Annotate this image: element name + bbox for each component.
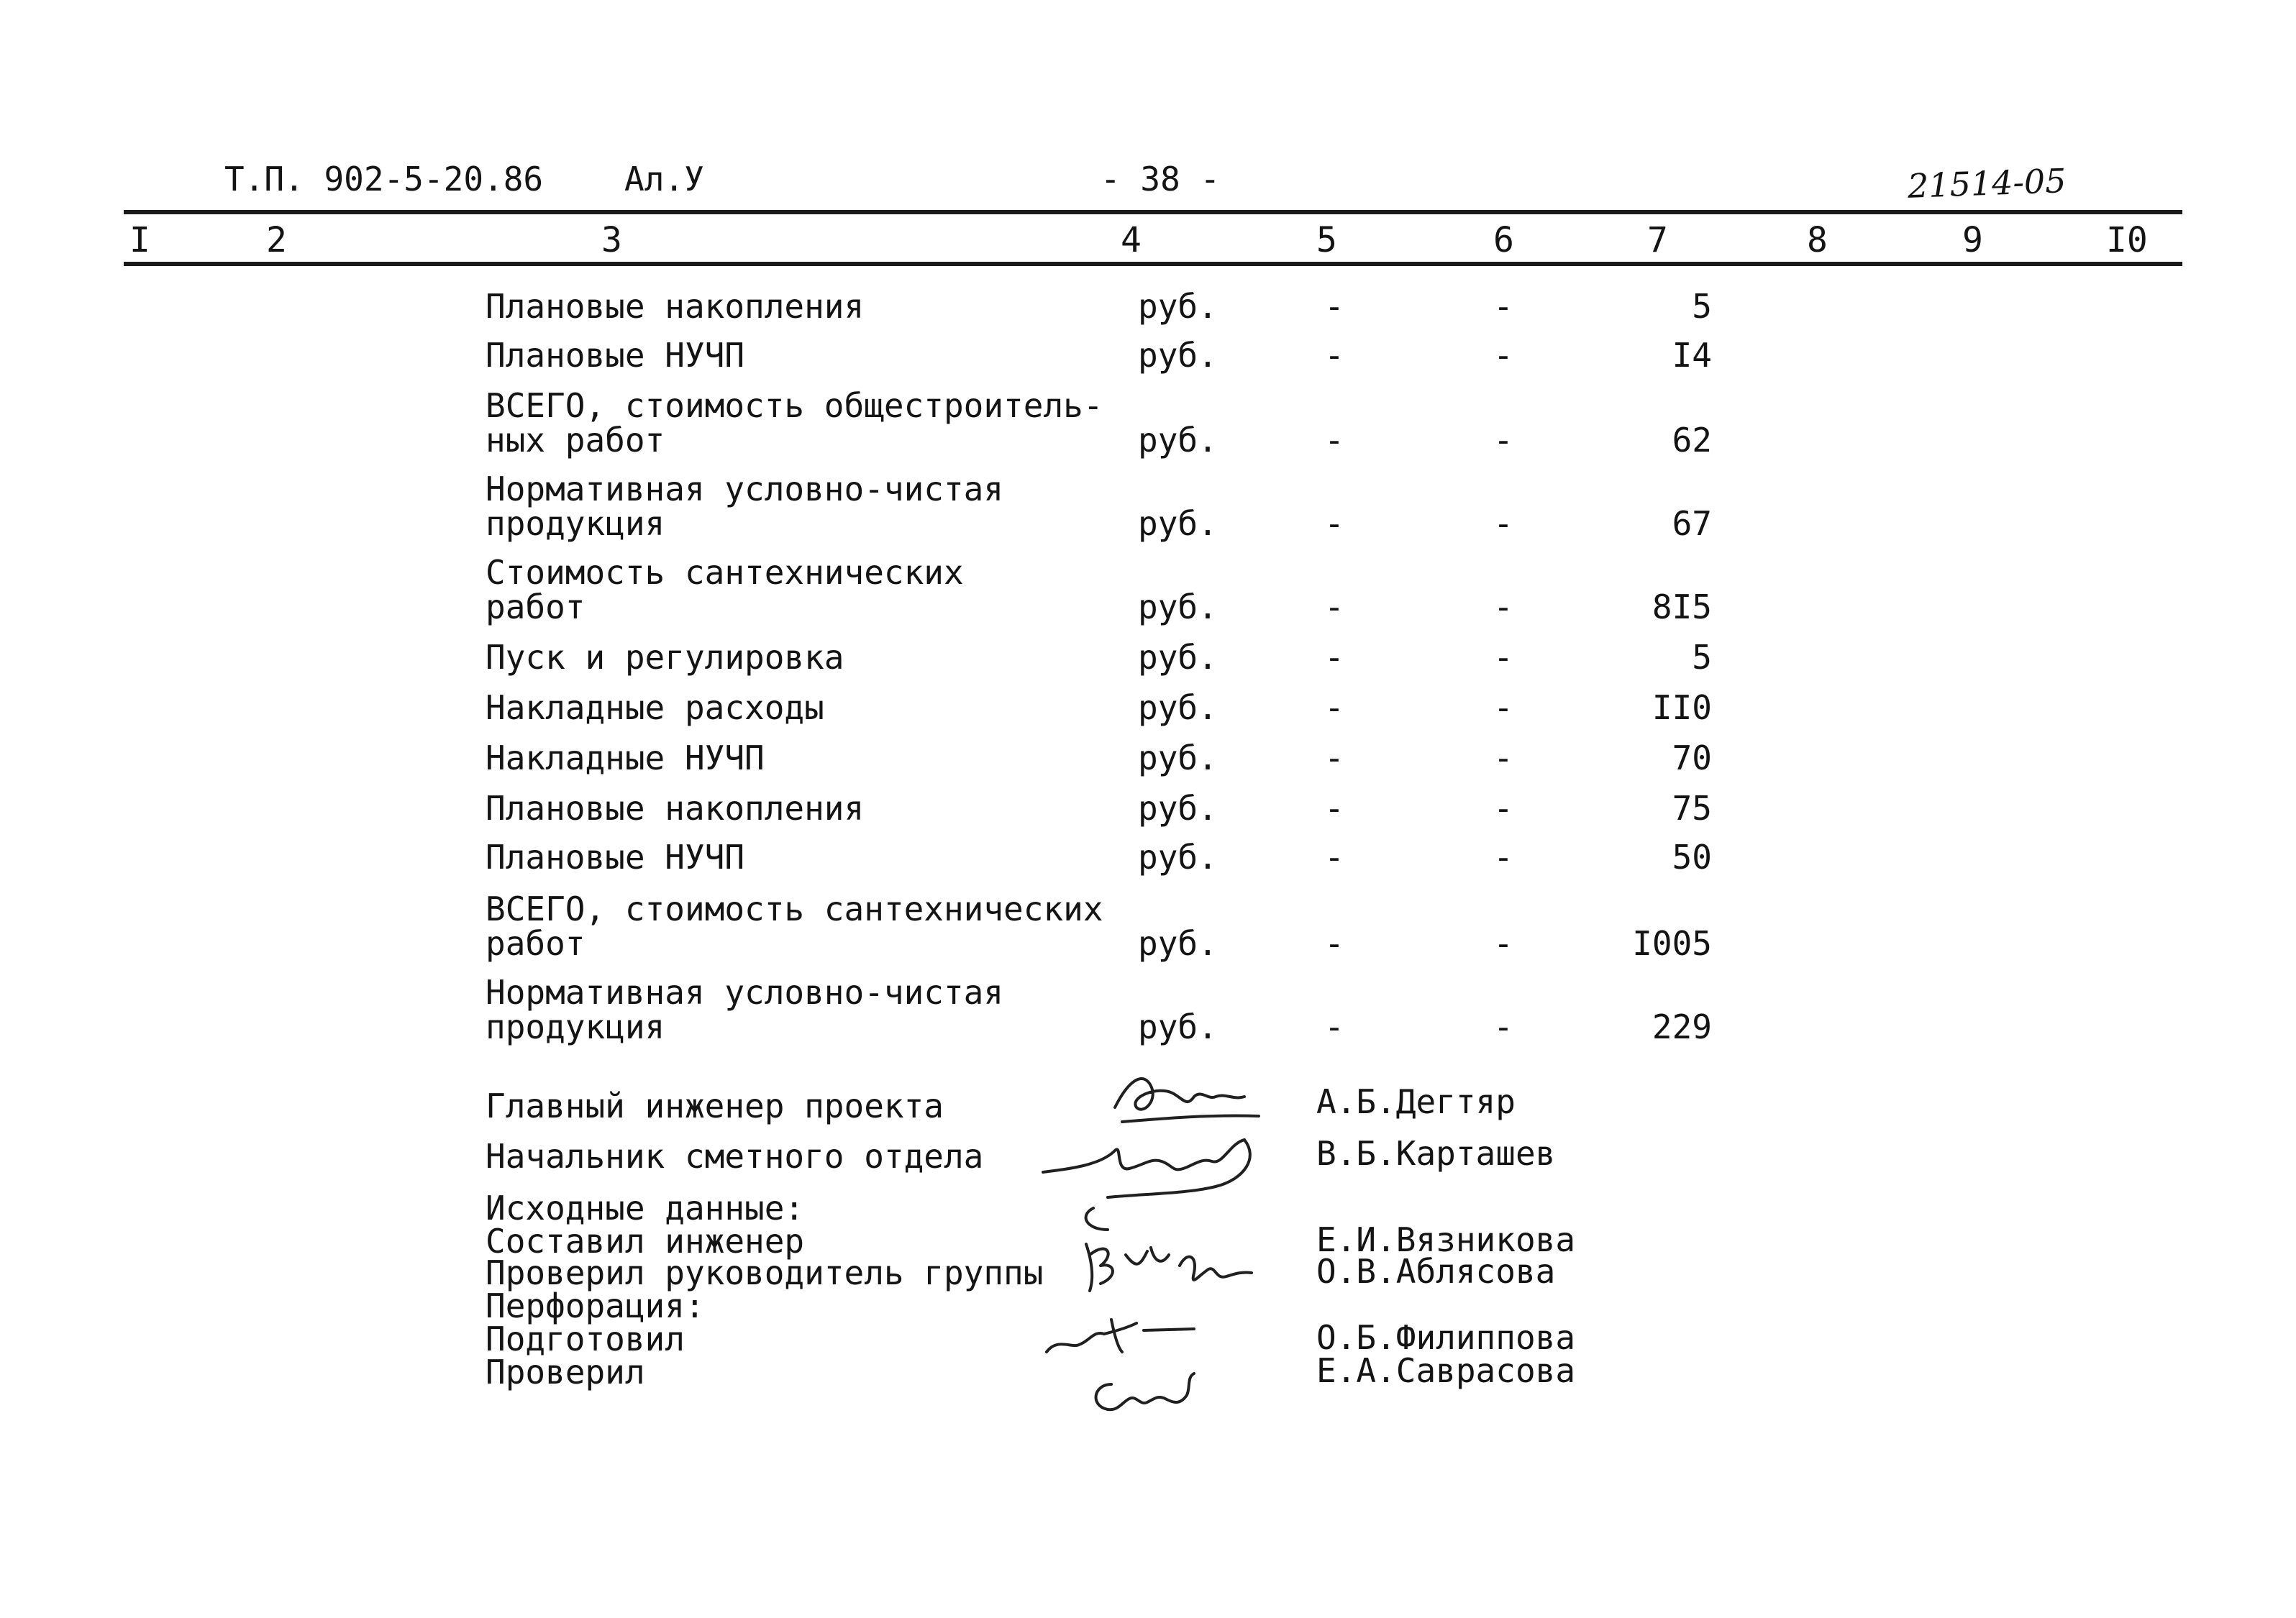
row-name (486, 386, 1103, 460)
compiled-role: Составил инженер (486, 1222, 805, 1261)
row-col6: - (1493, 504, 1513, 543)
row-name-line: Нормативная условно-чистая (486, 470, 1004, 508)
row-unit: руб. (1138, 336, 1218, 375)
checked-group-name: О.В.Аблясова (1316, 1252, 1556, 1291)
row-unit: руб. (1138, 924, 1218, 963)
column-number-2: 2 (266, 220, 287, 260)
signature-prepared (1036, 1309, 1237, 1366)
row-col5: - (1324, 1007, 1344, 1046)
row-col6: - (1493, 638, 1513, 677)
table-row (0, 640, 2296, 675)
row-name-line: ных работ (486, 421, 665, 460)
row-col7: 5 (1692, 638, 1712, 677)
row-col7: 229 (1652, 1007, 1712, 1046)
row-col6: - (1493, 739, 1513, 777)
table-row (0, 975, 2296, 1044)
row-col6: - (1493, 688, 1513, 727)
table-row (0, 838, 2296, 877)
estimate-head-name: В.Б.Карташев (1316, 1134, 1556, 1173)
row-unit: руб. (1138, 739, 1218, 777)
row-col5: - (1324, 421, 1344, 460)
row-unit: руб. (1138, 287, 1218, 326)
row-col5: - (1324, 688, 1344, 727)
row-name (486, 741, 765, 775)
table-row (0, 690, 2296, 725)
row-name (486, 555, 964, 624)
row-col5: - (1324, 504, 1344, 543)
row-col6: - (1493, 421, 1513, 460)
row-name (486, 472, 1003, 541)
checked-role: Проверил (486, 1353, 645, 1391)
row-col7: 5 (1692, 287, 1712, 326)
row-name-line: работ (486, 924, 586, 963)
handwritten-reference: 21514-05 (1907, 161, 2067, 206)
column-number-3: 3 (601, 220, 622, 260)
header-rule-bottom (124, 262, 2182, 266)
row-col6: - (1493, 336, 1513, 375)
row-col5: - (1324, 638, 1344, 677)
row-unit: руб. (1138, 688, 1218, 727)
row-name-line: ВСЕГО, стоимость общестроитель- (486, 386, 1103, 425)
row-name-line: продукция (486, 504, 665, 543)
row-col5: - (1324, 924, 1344, 963)
row-name-line: Плановые НУЧП (486, 336, 745, 375)
row-unit: руб. (1138, 421, 1218, 460)
row-col5: - (1324, 287, 1344, 326)
row-col7: 70 (1672, 739, 1712, 777)
row-name-line: Накладные НУЧП (486, 739, 765, 777)
prepared-role: Подготовил (486, 1320, 685, 1358)
row-col7: I4 (1672, 336, 1712, 375)
row-name-line: Нормативная условно-чистая (486, 973, 1004, 1012)
table-row (0, 791, 2296, 826)
column-number-5: 5 (1316, 220, 1337, 260)
checked-group-role: Проверил руководитель группы (486, 1253, 1044, 1292)
row-col6: - (1493, 588, 1513, 626)
row-col6: - (1493, 287, 1513, 326)
row-unit: руб. (1138, 789, 1218, 828)
row-col7: 8I5 (1652, 588, 1712, 626)
perforation-label: Перфорация: (486, 1286, 705, 1325)
signature-estimate-head (1029, 1129, 1288, 1237)
row-col6: - (1493, 838, 1513, 877)
row-col5: - (1324, 588, 1344, 626)
row-name-line: Плановые накопления (486, 789, 865, 828)
table-row (0, 336, 2296, 375)
signature-checked (1079, 1366, 1223, 1424)
sheet-format: Ал.У (624, 160, 704, 198)
row-col5: - (1324, 336, 1344, 375)
row-name (486, 690, 824, 725)
chief-engineer-role: Главный инженер проекта (486, 1087, 944, 1125)
row-col5: - (1324, 789, 1344, 828)
row-name-line: Накладные расходы (486, 688, 824, 727)
row-col6: - (1493, 924, 1513, 963)
row-unit: руб. (1138, 638, 1218, 677)
document-code: Т.П. 902-5-20.86 (224, 160, 544, 198)
chief-engineer-name: А.Б.Дегтяр (1316, 1082, 1516, 1121)
column-number-10: I0 (2106, 220, 2148, 260)
row-col7: 62 (1672, 421, 1712, 460)
row-col5: - (1324, 739, 1344, 777)
row-name-line: Плановые НУЧП (486, 838, 745, 877)
row-name-line: работ (486, 588, 586, 626)
header-rule-top (124, 210, 2182, 214)
row-col7: 75 (1672, 789, 1712, 828)
row-col7: 50 (1672, 838, 1712, 877)
compiled-name: Е.И.Вязникова (1316, 1220, 1576, 1259)
column-number-1: I (129, 220, 150, 260)
row-name (486, 336, 745, 375)
row-name (486, 289, 864, 324)
row-name (486, 892, 1103, 961)
checked-name: Е.А.Саврасова (1316, 1351, 1576, 1390)
table-row (0, 386, 2296, 460)
signature-chief-engineer (1101, 1057, 1316, 1136)
source-data-label: Исходные данные: (486, 1189, 805, 1228)
estimate-head-role: Начальник сметного отдела (486, 1137, 984, 1176)
row-col6: - (1493, 1007, 1513, 1046)
page-number: - 38 - (1101, 160, 1221, 198)
row-col7: I005 (1632, 924, 1712, 963)
signature-compiled-checked (1072, 1222, 1288, 1302)
column-number-7: 7 (1647, 220, 1668, 260)
table-row (0, 289, 2296, 324)
row-unit: руб. (1138, 1007, 1218, 1046)
row-col7: II0 (1652, 688, 1712, 727)
table-row (0, 892, 2296, 961)
row-unit: руб. (1138, 504, 1218, 543)
row-name-line: Плановые накопления (486, 287, 865, 326)
row-name-line: продукция (486, 1007, 665, 1046)
table-row (0, 555, 2296, 624)
column-number-9: 9 (1962, 220, 1983, 260)
table-row (0, 472, 2296, 541)
row-name (486, 975, 1003, 1044)
row-name-line: Пуск и регулировка (486, 638, 844, 677)
row-name (486, 640, 844, 675)
column-number-4: 4 (1121, 220, 1142, 260)
column-number-8: 8 (1807, 220, 1828, 260)
prepared-name: О.Б.Филиппова (1316, 1318, 1576, 1357)
row-name-line: Стоимость сантехнических (486, 553, 964, 592)
row-name (486, 791, 864, 826)
row-col7: 67 (1672, 504, 1712, 543)
row-col6: - (1493, 789, 1513, 828)
row-unit: руб. (1138, 588, 1218, 626)
row-name (486, 838, 745, 877)
row-col5: - (1324, 838, 1344, 877)
row-name-line: ВСЕГО, стоимость сантехнических (486, 890, 1103, 928)
row-unit: руб. (1138, 838, 1218, 877)
table-row (0, 741, 2296, 775)
column-number-6: 6 (1493, 220, 1514, 260)
